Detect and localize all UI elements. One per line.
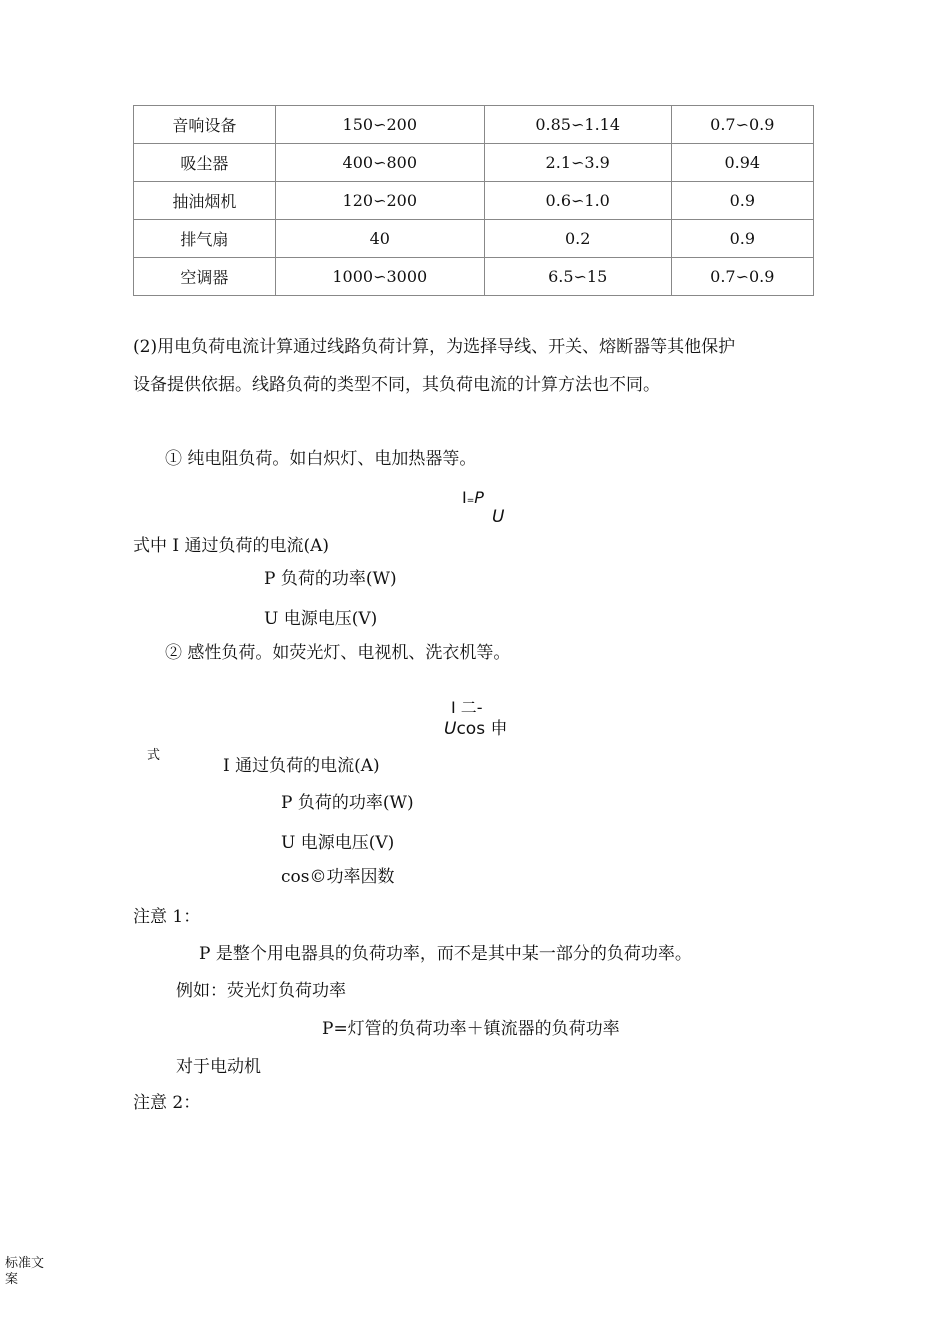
formula-denominator: U bbox=[492, 507, 505, 527]
table-cell: 空调器 bbox=[134, 258, 276, 296]
table-cell: 0.85∽1.14 bbox=[484, 106, 671, 144]
table-row bbox=[134, 258, 814, 296]
table-cell: 0.9 bbox=[671, 220, 813, 258]
formula-numerator: I 二- bbox=[451, 698, 483, 717]
paragraph-line: (2)用电负荷电流计算通过线路负荷计算，为选择导线、开关、熔断器等其他保护 bbox=[133, 337, 736, 357]
formula-denominator bbox=[444, 714, 507, 739]
table-cell: 抽油烟机 bbox=[134, 182, 276, 220]
table-cell: 150∽200 bbox=[275, 106, 484, 144]
definition-line: U 电源电压(V) bbox=[264, 609, 378, 629]
table-row bbox=[134, 220, 814, 258]
formula-symbol-u: U bbox=[444, 719, 457, 739]
definition-line: P 负荷的功率(W) bbox=[281, 793, 414, 813]
definition-line: I 通过负荷的电流(A) bbox=[223, 756, 380, 776]
table-row bbox=[134, 106, 814, 144]
table-cell: 6.5∽15 bbox=[484, 258, 671, 296]
table-row bbox=[134, 144, 814, 182]
table-cell: 400∽800 bbox=[275, 144, 484, 182]
table-cell: 120∽200 bbox=[275, 182, 484, 220]
table-cell: 排气扇 bbox=[134, 220, 276, 258]
definition-line: cos©功率因数 bbox=[281, 867, 395, 887]
table-cell: 0.7∽0.9 bbox=[671, 106, 813, 144]
table-cell: 音响设备 bbox=[134, 106, 276, 144]
formula-symbol-p: P bbox=[474, 488, 484, 507]
definition-line: U 电源电压(V) bbox=[281, 833, 395, 853]
table-cell: 0.2 bbox=[484, 220, 671, 258]
definition-line: P 负荷的功率(W) bbox=[264, 569, 397, 589]
footer-label: 标准文 bbox=[5, 1256, 45, 1271]
table-cell: 0.7∽0.9 bbox=[671, 258, 813, 296]
table-cell: 1000∽3000 bbox=[275, 258, 484, 296]
note-line: 对于电动机 bbox=[176, 1057, 261, 1077]
formula-numerator bbox=[462, 488, 484, 509]
note-label: 注意 1： bbox=[133, 907, 201, 927]
table-cell: 0.94 bbox=[671, 144, 813, 182]
item-title: ② 感性负荷。如荧光灯、电视机、洗衣机等。 bbox=[165, 643, 511, 663]
note-line: P 是整个用电器具的负荷功率，而不是其中某一部分的负荷功率。 bbox=[199, 944, 692, 964]
formula-symbol-i: I bbox=[462, 488, 467, 507]
formula-cos: cos 申 bbox=[456, 719, 508, 739]
note-line: P=灯管的负荷功率＋镇流器的负荷功率 bbox=[322, 1019, 620, 1039]
note-label: 注意 2： bbox=[133, 1093, 201, 1113]
definition-line: 式中 I 通过负荷的电流(A) bbox=[133, 536, 330, 556]
paragraph-line: 设备提供依据。线路负荷的类型不同，其负荷电流的计算方法也不同。 bbox=[133, 375, 660, 395]
item-title: ① 纯电阻负荷。如白炽灯、电加热器等。 bbox=[165, 449, 477, 469]
where-mark: 式 bbox=[147, 748, 161, 763]
table-cell: 0.9 bbox=[671, 182, 813, 220]
table-cell: 2.1∽3.9 bbox=[484, 144, 671, 182]
table-cell: 吸尘器 bbox=[134, 144, 276, 182]
data-table bbox=[133, 105, 814, 296]
note-line: 例如：荧光灯负荷功率 bbox=[176, 981, 346, 1001]
footer-label: 案 bbox=[5, 1272, 19, 1287]
table-row bbox=[134, 182, 814, 220]
table-cell: 40 bbox=[275, 220, 484, 258]
formula-equals: = bbox=[466, 496, 475, 506]
table-cell: 0.6∽1.0 bbox=[484, 182, 671, 220]
